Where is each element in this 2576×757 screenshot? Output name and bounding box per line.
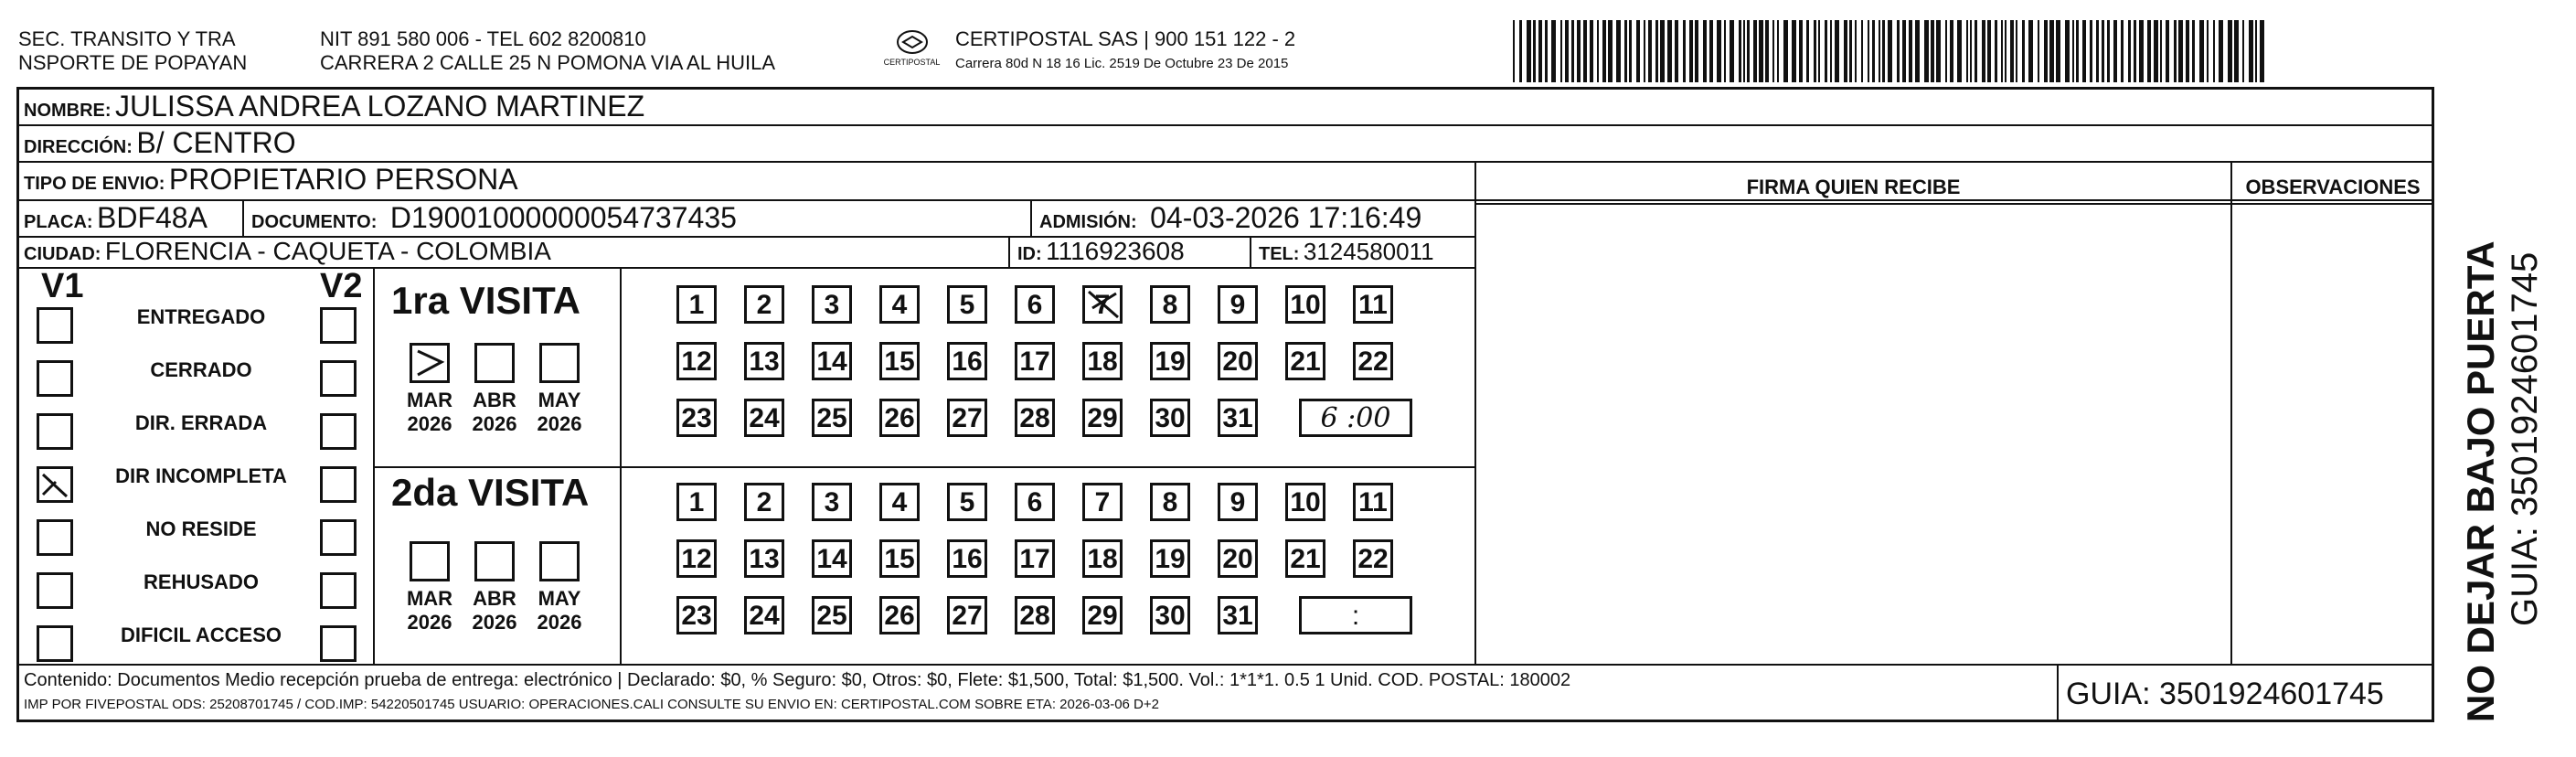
- visit2-day-box[interactable]: 11: [1353, 483, 1393, 521]
- barcode-bar: [2010, 20, 2014, 82]
- barcode-bar: [1655, 20, 1658, 82]
- visit1-day-box[interactable]: 12: [676, 342, 717, 380]
- visit2-day-box[interactable]: 10: [1285, 483, 1325, 521]
- barcode-bar: [2096, 20, 2099, 82]
- barcode-bar: [2128, 20, 2131, 82]
- barcode-bar: [1717, 20, 1721, 82]
- id-label: ID:: [1017, 244, 1042, 264]
- barcode-bar: [1783, 20, 1788, 82]
- barcode-bar: [1897, 20, 1900, 82]
- barcode-bar: [1987, 20, 1991, 82]
- visit1-day-box[interactable]: 27: [947, 399, 987, 437]
- barcode-bar: [2147, 20, 2151, 82]
- barcode-bar: [1792, 20, 1796, 82]
- barcode-bar: [2139, 20, 2144, 82]
- visit1-month-label: MAY 2026: [537, 389, 582, 435]
- visit2-day-box[interactable]: 12: [676, 539, 717, 578]
- barcode-bar: [1849, 20, 1852, 82]
- barcode-bar: [2056, 20, 2060, 82]
- barcode-bar: [2022, 20, 2025, 82]
- barcode-bar: [1571, 20, 1574, 82]
- nombre-label: NOMBRE:: [24, 101, 112, 121]
- sender-name-line2: NSPORTE DE POPAYAN: [18, 51, 248, 74]
- visit2-day-box[interactable]: 17: [1015, 539, 1055, 578]
- barcode-bar: [1902, 20, 1906, 82]
- barcode-bar: [1799, 20, 1803, 82]
- barcode-bar: [1533, 20, 1536, 82]
- visit1-day-box[interactable]: 24: [744, 399, 784, 437]
- barcode-bar: [1747, 20, 1750, 82]
- visit2-day-box[interactable]: 9: [1218, 483, 1258, 521]
- no-dejar-bajo-puerta: NO DEJAR BAJO PUERTA: [2459, 240, 2502, 722]
- barcode-bar: [1882, 20, 1885, 82]
- visit1-day-box[interactable]: 19: [1150, 342, 1190, 380]
- barcode-bar: [1872, 20, 1875, 82]
- visit2-day-box[interactable]: 16: [947, 539, 987, 578]
- barcode-bar: [1825, 20, 1827, 82]
- barcode-bar: [1565, 20, 1569, 82]
- side-text-block: [2450, 87, 2550, 722]
- visit1-day-box[interactable]: 5: [947, 285, 987, 324]
- visit2-day-box[interactable]: 8: [1150, 483, 1190, 521]
- visit1-day-box[interactable]: 23: [676, 399, 717, 437]
- visit2-month-label: MAY 2026: [537, 587, 582, 634]
- barcode-bar: [2174, 20, 2177, 82]
- barcode-bar: [1527, 20, 1531, 82]
- visit2-title: 2da VISITA: [391, 471, 590, 514]
- status-v1-checkbox[interactable]: [37, 307, 73, 344]
- visit1-day-box[interactable]: 13: [744, 342, 784, 380]
- barcode-bar: [1624, 20, 1627, 82]
- visit2-day-box[interactable]: 18: [1082, 539, 1123, 578]
- status-v1-checkbox[interactable]: [37, 625, 73, 662]
- visit1-day-box[interactable]: 25: [812, 399, 852, 437]
- visit1-day-box[interactable]: 11: [1353, 285, 1393, 324]
- status-v1-checkbox[interactable]: [37, 519, 73, 556]
- status-v2-checkbox[interactable]: [320, 625, 357, 662]
- barcode-bar: [1835, 20, 1839, 82]
- barcode-bar: [1675, 20, 1678, 82]
- admision-label: ADMISIÓN:: [1039, 212, 1137, 232]
- visit1-day-box[interactable]: 17: [1015, 342, 1055, 380]
- barcode-bar: [1753, 20, 1757, 82]
- barcode-bar: [1545, 20, 1548, 82]
- barcode-bar: [1597, 20, 1599, 82]
- barcode-bar: [2134, 20, 2136, 82]
- status-label: ENTREGADO: [136, 305, 266, 328]
- barcode-bar: [1519, 20, 1522, 82]
- visit2-day-box[interactable]: 1: [676, 483, 717, 521]
- status-label: REHUSADO: [144, 570, 259, 593]
- ciudad-label: CIUDAD:: [24, 244, 101, 264]
- visit2-month-box[interactable]: [410, 541, 450, 581]
- ciudad-value: FLORENCIA - CAQUETA - COLOMBIA: [104, 237, 551, 265]
- status-v2-checkbox[interactable]: [320, 360, 357, 397]
- footer-print-line: IMP POR FIVEPOSTAL ODS: 25208701745 / COD.IMP: 54220501745 USUARIO: OPERACIONES.CALI CONSULTE SU ENVIO EN: CERTIPOSTAL.COM SOBRE ETA: 2026-03-06 D+2: [24, 697, 1159, 712]
- visit2-time-box[interactable]: :: [1299, 596, 1412, 634]
- visit1-day-box[interactable]: 2: [744, 285, 784, 324]
- barcode-bar: [1806, 20, 1809, 82]
- barcode-bar: [1695, 20, 1698, 82]
- day-marked-value: 7: [1094, 290, 1111, 320]
- status-label: CERRADO: [150, 358, 252, 381]
- barcode-bar: [2001, 20, 2003, 82]
- barcode-bar: [2102, 20, 2104, 82]
- status-v2-checkbox[interactable]: [320, 572, 357, 609]
- barcode-bar: [1982, 20, 1985, 82]
- direccion-label: DIRECCIÓN:: [24, 137, 133, 157]
- visit2-day-box[interactable]: 4: [879, 483, 920, 521]
- barcode-bar: [1636, 20, 1640, 82]
- barcode-bar: [2166, 20, 2169, 82]
- visit2-day-box[interactable]: 19: [1150, 539, 1190, 578]
- visit2-month-label: ABR 2026: [472, 587, 517, 634]
- barcode-bar: [2038, 20, 2039, 82]
- visit1-month-label: ABR 2026: [472, 389, 517, 435]
- visit1-day-box[interactable]: 31: [1218, 399, 1258, 437]
- company-name: CERTIPOSTAL SAS | 900 151 122 - 2: [955, 27, 1296, 50]
- barcode: [1513, 20, 2267, 82]
- visit1-title: 1ra VISITA: [391, 279, 580, 322]
- barcode-bar: [2219, 20, 2223, 82]
- barcode-bar: [1861, 20, 1863, 82]
- barcode-bar: [2107, 20, 2110, 82]
- side-guia: GUIA: 3501924601745: [2505, 251, 2545, 626]
- barcode-bar: [2199, 20, 2204, 82]
- barcode-bar: [1830, 20, 1832, 82]
- placa-label: PLACA:: [24, 212, 93, 232]
- barcode-bar: [1739, 20, 1741, 82]
- barcode-bar: [1777, 20, 1779, 82]
- visit2-month-label: MAR 2026: [406, 587, 453, 634]
- admision-field: [1039, 201, 1421, 240]
- visit1-day-box[interactable]: 26: [879, 399, 920, 437]
- barcode-bar: [1966, 20, 1968, 82]
- barcode-bar: [1931, 20, 1934, 82]
- id-field: [1017, 236, 1185, 272]
- visit2-day-box[interactable]: 6: [1015, 483, 1055, 521]
- barcode-bar: [2160, 20, 2162, 82]
- barcode-bar: [2072, 20, 2074, 82]
- barcode-bar: [2242, 20, 2244, 82]
- status-label: DIR. ERRADA: [134, 411, 268, 434]
- barcode-bar: [2228, 20, 2232, 82]
- tel-value: 3124580011: [1303, 238, 1434, 265]
- visit1-month-box[interactable]: [539, 343, 580, 383]
- barcode-bar: [2178, 20, 2183, 82]
- visit2-day-box[interactable]: 21: [1285, 539, 1325, 578]
- status-v2-checkbox[interactable]: [320, 519, 357, 556]
- barcode-bar: [2207, 20, 2209, 82]
- barcode-bar: [1648, 20, 1652, 82]
- barcode-bar: [2016, 20, 2017, 82]
- barcode-bar: [1551, 20, 1556, 82]
- visit2-day-box[interactable]: 23: [676, 596, 717, 634]
- tipo-envio-field: [24, 163, 518, 202]
- documento-value: D19001000000054737435: [389, 201, 737, 234]
- barcode-bar: [2255, 20, 2257, 82]
- barcode-bar: [2186, 20, 2189, 82]
- status-v1-checkbox[interactable]: [37, 413, 73, 450]
- barcode-bar: [1577, 20, 1581, 82]
- barcode-bar: [1970, 20, 1972, 82]
- status-v1-checkbox[interactable]: [37, 360, 73, 397]
- direccion-field: [24, 126, 296, 165]
- status-v1-checkbox[interactable]: [37, 572, 73, 609]
- visit1-day-box[interactable]: 29: [1082, 399, 1123, 437]
- visit1-day-box[interactable]: 16: [947, 342, 987, 380]
- visit1-day-box[interactable]: 9: [1218, 285, 1258, 324]
- tel-field: [1259, 236, 1434, 272]
- visit1-day-box[interactable]: 14: [812, 342, 852, 380]
- logo-icon: [894, 27, 931, 57]
- observaciones-header: OBSERVACIONES: [2245, 176, 2421, 198]
- barcode-bar: [2044, 20, 2048, 82]
- visit1-month-box[interactable]: [410, 343, 450, 383]
- admision-value: 04-03-2026 17:16:49: [1150, 201, 1422, 234]
- barcode-bar: [1868, 20, 1869, 82]
- footer-guia: GUIA: 3501924601745: [2066, 677, 2384, 711]
- barcode-bar: [1924, 20, 1929, 82]
- barcode-bar: [2234, 20, 2239, 82]
- visit2-day-box[interactable]: 25: [812, 596, 852, 634]
- barcode-bar: [1608, 20, 1613, 82]
- signature-area[interactable]: [1477, 206, 2229, 663]
- visit2-day-box[interactable]: 14: [812, 539, 852, 578]
- barcode-bar: [1936, 20, 1941, 82]
- visit1-day-box[interactable]: 10: [1285, 285, 1325, 324]
- documento-field: [251, 201, 737, 240]
- visit2-day-box[interactable]: 3: [812, 483, 852, 521]
- barcode-bar: [1995, 20, 1997, 82]
- nombre-value: JULISSA ANDREA LOZANO MARTINEZ: [115, 90, 645, 123]
- barcode-bar: [1689, 20, 1693, 82]
- barcode-bar: [1560, 20, 1562, 82]
- visit2-day-box[interactable]: 7: [1082, 483, 1123, 521]
- visit2-day-box[interactable]: 13: [744, 539, 784, 578]
- barcode-bar: [1724, 20, 1726, 82]
- company-logo: [873, 27, 951, 75]
- tipo-envio-label: TIPO DE ENVIO:: [24, 174, 165, 194]
- barcode-bar: [1590, 20, 1593, 82]
- v1-label: V1: [41, 267, 84, 305]
- barcode-bar: [1844, 20, 1847, 82]
- visit1-day-box[interactable]: 28: [1015, 399, 1055, 437]
- visit1-day-box[interactable]: 4: [879, 285, 920, 324]
- barcode-bar: [1667, 20, 1672, 82]
- barcode-bar: [2005, 20, 2007, 82]
- visit2-day-box[interactable]: 24: [744, 596, 784, 634]
- visit2-day-box[interactable]: 2: [744, 483, 784, 521]
- direccion-value: B/ CENTRO: [136, 126, 296, 159]
- visit1-month-label: MAR 2026: [406, 389, 453, 435]
- status-label: NO RESIDE: [145, 517, 257, 540]
- visit2-day-box[interactable]: 31: [1218, 596, 1258, 634]
- barcode-bar: [1975, 20, 1977, 82]
- status-label: DIFICIL ACCESO: [120, 624, 282, 646]
- barcode-bar: [1772, 20, 1774, 82]
- visit1-day-box[interactable]: [1082, 285, 1123, 324]
- visit2-day-box[interactable]: 15: [879, 539, 920, 578]
- status-v2-checkbox[interactable]: [320, 413, 357, 450]
- barcode-bar: [1950, 20, 1953, 82]
- visit1-month-box[interactable]: [474, 343, 515, 383]
- barcode-bar: [1538, 20, 1542, 82]
- visit2-day-box[interactable]: 26: [879, 596, 920, 634]
- barcode-bar: [1909, 20, 1912, 82]
- barcode-bar: [1818, 20, 1820, 82]
- status-v2-checkbox[interactable]: [320, 466, 357, 503]
- barcode-bar: [1743, 20, 1745, 82]
- nombre-field: [24, 90, 644, 129]
- barcode-bar: [2028, 20, 2033, 82]
- barcode-bar: [1644, 20, 1645, 82]
- visit2-day-box[interactable]: 20: [1218, 539, 1258, 578]
- visit2-day-box[interactable]: 22: [1353, 539, 1393, 578]
- sender-address: CARRERA 2 CALLE 25 N POMONA VIA AL HUILA: [320, 51, 776, 74]
- observaciones-area[interactable]: [2233, 206, 2432, 663]
- visit2-day-box[interactable]: 30: [1150, 596, 1190, 634]
- ciudad-field: [24, 236, 551, 272]
- placa-value: BDF48A: [97, 201, 208, 234]
- barcode-bar: [2076, 20, 2079, 82]
- status-label: DIR INCOMPLETA: [115, 464, 287, 487]
- check-mark-icon: [412, 346, 447, 380]
- barcode-bar: [2154, 20, 2158, 82]
- sender-nit: NIT 891 580 006 - TEL 602 8200810: [320, 27, 646, 50]
- cross-mark-icon: [1085, 288, 1122, 321]
- barcode-bar: [1730, 20, 1734, 82]
- barcode-bar: [1660, 20, 1665, 82]
- barcode-bar: [2065, 20, 2070, 82]
- visit1-day-box[interactable]: 8: [1150, 285, 1190, 324]
- visit1-day-box[interactable]: 20: [1218, 342, 1258, 380]
- barcode-bar: [1765, 20, 1769, 82]
- visit2-day-box[interactable]: 5: [947, 483, 987, 521]
- barcode-bar: [2213, 20, 2215, 82]
- barcode-bar: [1629, 20, 1632, 82]
- logo-text: CERTIPOSTAL: [883, 58, 941, 67]
- check-mark-icon: [39, 469, 70, 500]
- barcode-bar: [1879, 20, 1880, 82]
- documento-label: DOCUMENTO:: [251, 212, 378, 232]
- barcode-bar: [1945, 20, 1947, 82]
- barcode-bar: [1888, 20, 1892, 82]
- barcode-bar: [1583, 20, 1587, 82]
- visit1-day-box[interactable]: 18: [1082, 342, 1123, 380]
- tel-label: TEL:: [1259, 244, 1300, 264]
- visit1-day-box[interactable]: 1: [676, 285, 717, 324]
- id-value: 1116923608: [1046, 237, 1185, 265]
- sender-name-line1: SEC. TRANSITO Y TRA: [18, 27, 236, 50]
- visit2-day-box[interactable]: 27: [947, 596, 987, 634]
- barcode-bar: [2049, 20, 2054, 82]
- barcode-bar: [1703, 20, 1707, 82]
- footer-content-line: Contenido: Documentos Medio recepción prueba de entrega: electrónico | Declarado: $0, % Seguro: $0, Otros: $0, Flete: $1,500, Total: $1,500. Vol.: 1*1*1. 0.5 1 Unid. COD. POSTAL: 180002: [24, 670, 1571, 690]
- visit2-day-box[interactable]: 28: [1015, 596, 1055, 634]
- barcode-bar: [1915, 20, 1920, 82]
- barcode-bar: [1855, 20, 1857, 82]
- tipo-envio-value: PROPIETARIO PERSONA: [168, 163, 518, 196]
- barcode-bar: [2121, 20, 2124, 82]
- status-v2-checkbox[interactable]: [320, 307, 357, 344]
- visit2-month-box[interactable]: [539, 541, 580, 581]
- barcode-bar: [1602, 20, 1606, 82]
- barcode-bar: [2249, 20, 2253, 82]
- status-v1-checkbox[interactable]: [37, 466, 73, 503]
- barcode-bar: [1814, 20, 1816, 82]
- visit1-day-box[interactable]: 6: [1015, 285, 1055, 324]
- barcode-bar: [1957, 20, 1962, 82]
- barcode-bar: [1759, 20, 1763, 82]
- barcode-bar: [1616, 20, 1621, 82]
- barcode-bar: [2192, 20, 2195, 82]
- barcode-bar: [1683, 20, 1686, 82]
- visit1-day-box[interactable]: 3: [812, 285, 852, 324]
- v2-label: V2: [320, 267, 363, 305]
- visit1-day-box[interactable]: 30: [1150, 399, 1190, 437]
- barcode-bar: [2113, 20, 2117, 82]
- firma-header: FIRMA QUIEN RECIBE: [1746, 176, 1961, 198]
- placa-field: [24, 201, 208, 240]
- barcode-bar: [1709, 20, 1713, 82]
- barcode-bar: [1513, 20, 1515, 82]
- visit2-month-box[interactable]: [474, 541, 515, 581]
- company-license: Carrera 80d N 18 16 Lic. 2519 De Octubre 23 De 2015: [955, 56, 1289, 71]
- barcode-bar: [2082, 20, 2086, 82]
- barcode-bar: [2260, 20, 2264, 82]
- visit1-day-box[interactable]: 22: [1353, 342, 1393, 380]
- visit2-day-box[interactable]: 29: [1082, 596, 1123, 634]
- barcode-bar: [2090, 20, 2092, 82]
- visit1-day-box[interactable]: 15: [879, 342, 920, 380]
- visit1-time-box[interactable]: 6 :00: [1299, 399, 1412, 437]
- visit1-day-box[interactable]: 21: [1285, 342, 1325, 380]
